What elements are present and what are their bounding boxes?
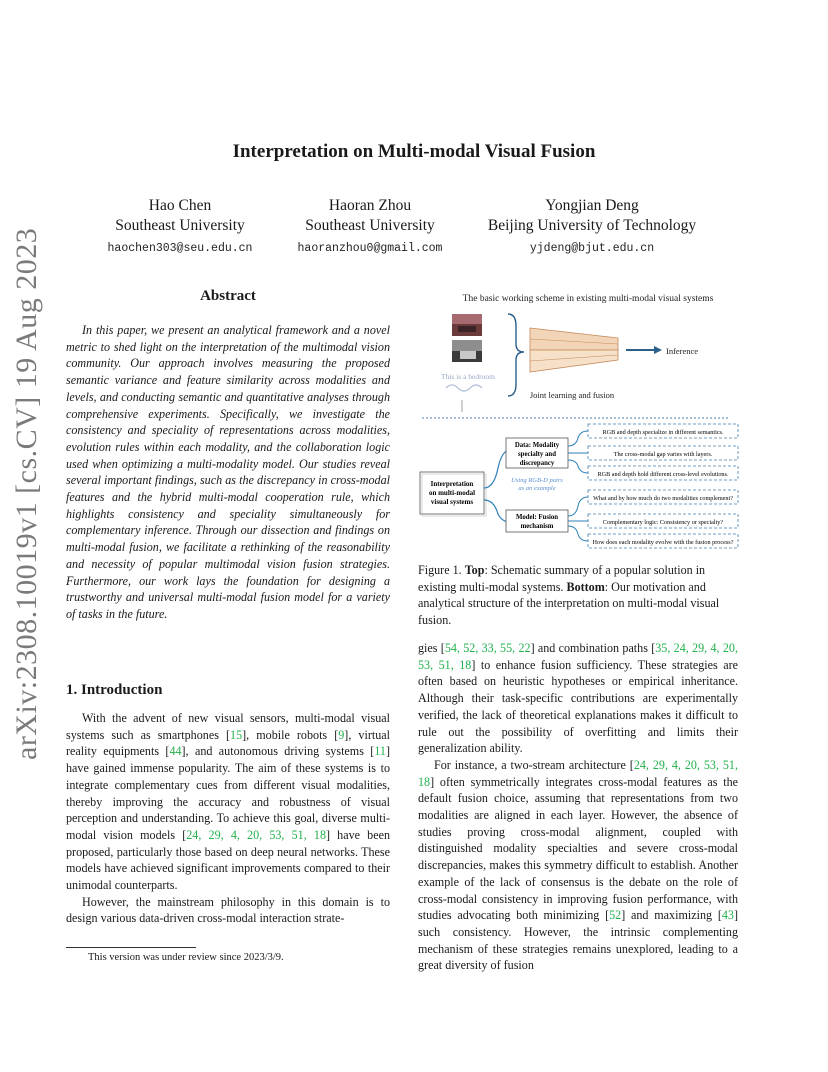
question-box-1 — [588, 424, 738, 438]
question-box-5 — [588, 514, 738, 528]
author-email: yjdeng@bjut.edu.cn — [529, 242, 655, 255]
text-run: ] have been proposed, particularly those based on deep neural networks. These models have achieved significant improvements compared to their unimodal counterparts. — [66, 827, 390, 893]
figure-1 — [418, 288, 742, 550]
branch-line: mechanism — [520, 523, 554, 530]
question-box-2 — [588, 446, 738, 460]
citation-link[interactable]: 52 — [609, 908, 622, 923]
author-email: haochen303@seu.edu.cn — [107, 242, 253, 255]
rgb-image-thumbnail — [452, 314, 482, 336]
text-run: ], virtual reality equipments [ — [66, 727, 390, 759]
caption-top-label: Top — [464, 563, 485, 577]
branch-line: Model: Fusion — [515, 514, 559, 521]
citation-link[interactable]: 9 — [338, 727, 345, 742]
citation-link[interactable]: 15 — [230, 727, 243, 742]
audio-caption: This is a bedroom — [441, 372, 495, 381]
right-paragraph-2 — [418, 757, 738, 974]
paper-title: Interpretation on Multi-modal Visual Fusion — [232, 141, 596, 162]
model-branch-node — [506, 510, 568, 532]
question-text: RGB and depth specialize in different semantics. — [602, 429, 724, 436]
intro-body — [66, 710, 390, 927]
question-box-4 — [588, 490, 738, 504]
text-run: ], and autonomous driving systems [ — [181, 744, 375, 759]
figure-caption — [418, 562, 738, 629]
example-note: Using RGB-D pairs — [511, 477, 563, 484]
fusion-layer-bottom — [530, 350, 618, 372]
branch-line: specialty and — [518, 451, 556, 458]
caption-bottom-label: Bottom — [566, 579, 605, 594]
author-affiliation: Southeast University — [305, 217, 435, 234]
arxiv-stamp: arXiv:2308.10019v1 [cs.CV] 19 Aug 2023 — [10, 227, 43, 760]
abstract-text: In this paper, we present an analytical framework and a novel metric to shed light on the interpretation of the multimodal vision community. Our approach involves measuring the proposed semantic variance and feature similarity across modalities and levels, and conducting semantic and quantitative analyses through comprehensive experiments. Specifically, we investigate the consistency and speciality of representations across modalities, evolution rules within each modality, and the collaboration logic used when optimizing a multi-modality model. Our studies reveal several important findings, such as the discrepancy in cross-modal features and the hybrid multi-modal cooperation rule, which highlights consistency and speciality simultaneously for complementary inference. Through our dissection and findings on multi-modal fusion, we facilitate a rethinking of the reasonability and necessity of popular multimodal vision fusion strategies. Furthermore, our work lays the foundation for designing a trustworthy and universal multi-modal fusion model for a variety of tasks in the future. — [66, 323, 390, 621]
text-run: With the advent of new visual sensors, multi-modal visual systems such as smartphones [ — [66, 711, 390, 742]
author-affiliation: Southeast University — [115, 217, 245, 234]
question-box-3 — [588, 466, 738, 480]
fusion-layer-top — [530, 328, 618, 350]
intro-paragraph-2: However, the mainstream philosophy in this domain is to design various data-driven cross-modal interaction strate- — [66, 894, 390, 926]
citation-link[interactable]: 24, 29, 4, 20, 53, 51, 18 — [186, 827, 326, 842]
branch-line: Data: Modality — [514, 442, 560, 449]
right-column-body — [418, 640, 738, 974]
question-box-6 — [588, 534, 738, 548]
citation-link[interactable]: 54, 52, 33, 55, 22 — [444, 641, 531, 655]
citation-link[interactable]: 11 — [374, 744, 386, 759]
footnote: This version was under review since 2023/3/9. — [88, 952, 284, 963]
data-branch-node — [506, 438, 568, 468]
figure-1-diagram — [418, 288, 742, 550]
caption-text: : Our motivation and analytical structure of the interpretation on multi-modal visual fusion. — [418, 579, 720, 628]
audio-waveform — [446, 385, 482, 391]
abstract-heading: Abstract — [200, 288, 256, 304]
citation-link[interactable]: 44 — [169, 744, 182, 759]
author-3 — [472, 196, 712, 259]
figure-top-title: The basic working scheme in existing multi-modal visual systems — [462, 294, 714, 304]
question-text: What and by how much do two modalities complement? — [593, 495, 733, 502]
intro-paragraph-1 — [66, 710, 390, 894]
root-line: visual systems — [430, 498, 474, 506]
question-text: The cross-modal gap varies with layers. — [613, 451, 713, 458]
inference-label: Inference — [666, 346, 699, 356]
depth-image-thumbnail — [452, 340, 482, 362]
question-text: Complementary logic: Consistency or specialty? — [602, 519, 724, 526]
text-run: ] to enhance fusion sufficiency. These strategies are often based on heuristic hypotheses or empirical inheritance. Although their task-specific contributions are experimentally verified, the lack of theoretical explanations makes it difficult to rule out the possibility of overfitting and limits their generalization ability. — [418, 657, 739, 756]
author-name: Haoran Zhou — [328, 197, 412, 214]
text-run: gies [ — [418, 641, 445, 655]
citation-link[interactable]: 43 — [721, 908, 734, 923]
author-name: Hao Chen — [148, 197, 212, 214]
text-run: ] and maximizing [ — [621, 908, 722, 923]
text-run: ] have gained immense popularity. The aim of these systems is to integrate complementary cues from different visual modalities, thereby improving the accuracy and robustness of visual perception and understanding. To achieve this goal, diverse multi-modal vision models [ — [66, 744, 390, 842]
branch-line: discrepancy — [519, 460, 555, 467]
intro-heading: 1. Introduction — [66, 682, 163, 698]
text-run: For instance, a two-stream architecture [ — [434, 757, 634, 772]
author-name: Yongjian Deng — [545, 197, 639, 214]
text-run: ] and combination paths [ — [530, 641, 656, 655]
right-paragraph-1 — [418, 640, 738, 757]
citation-link[interactable]: 24, 29, 4, 20, 53, 51, 18 — [418, 757, 738, 789]
caption-text: : Schematic summary of a popular solution in existing multi-modal systems. — [418, 563, 706, 594]
author-2 — [250, 196, 490, 259]
joint-learning-label: Joint learning and fusion — [529, 390, 615, 400]
text-run: ], mobile robots [ — [242, 727, 339, 742]
question-text: How does each modality evolve with the fusion process? — [592, 539, 734, 546]
caption-label: Figure 1. — [418, 563, 462, 577]
author-email: haoranzhou0@gmail.com — [297, 242, 443, 255]
example-note: as an example — [518, 485, 556, 492]
footnote-rule — [66, 947, 196, 948]
brace-icon — [508, 314, 524, 396]
root-line: on multi-modal — [428, 489, 476, 497]
root-line: Interpretation — [430, 480, 474, 488]
author-affiliation: Beijing University of Technology — [487, 217, 697, 234]
root-node — [420, 472, 486, 516]
question-text: RGB and depth hold different cross-level evolutions. — [597, 471, 729, 478]
text-run: ] often symmetrically integrates cross-modal features as the default fusion choice, assuming that representations from two modalities are aligned in each layer. However, the absence of studies proving cross-modal alignment, coupled with distinguished modality specialties and severe cross-modal discrepancies, makes this symmetry difficult to establish. Another example of the lack of consensus is the debate on the role of cross-modal consistency in improving fusion performance, with studies advocating both minimizing [ — [418, 774, 738, 923]
text-run: ] such consistency. However, the intrinsic complementing mechanism of these strategies remains unexplored, leading to a great diversity of fusion — [418, 908, 738, 973]
citation-link[interactable]: 35, 24, 29, 4, 20, 53, 51, 18 — [418, 641, 738, 672]
abstract-body — [66, 322, 390, 623]
